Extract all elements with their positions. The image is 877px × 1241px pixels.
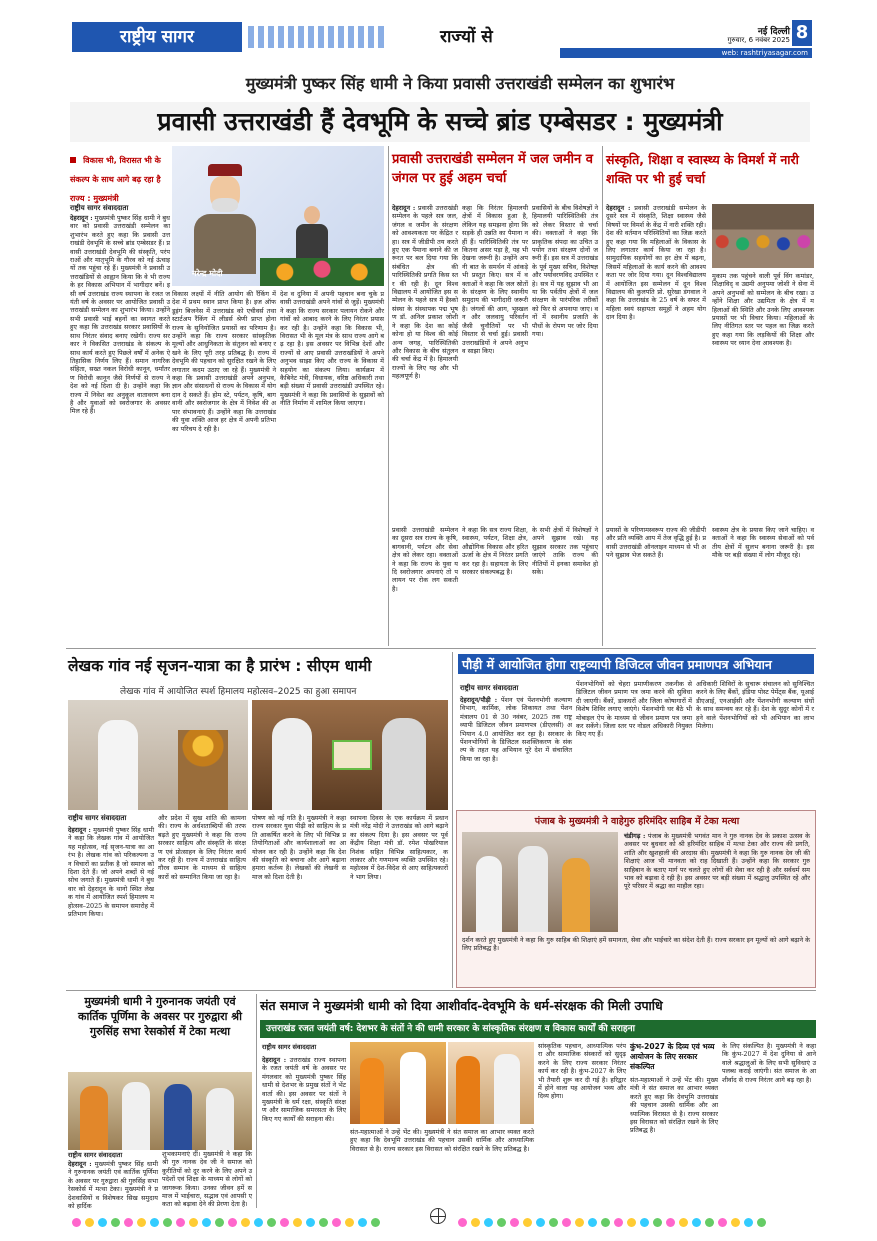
lead-dateline: देहरादून :	[70, 214, 93, 222]
saint-figure-2	[400, 1052, 426, 1124]
turban-figure-3	[164, 1084, 192, 1150]
story3-col1-text: प्रवासी उत्तराखंडी सम्मेलन के दूसरे सत्र में संस्कृति, शिक्षा स्वास्थ्य जैसे विषयों पर विमर्श के केंद्र में नारी शक्ति रही। देश की वर्तमान परिस्थितियों का जिक्र करते हुए कहा गया कि महिलाओं के विकास के लिए लगातार कार्य किया जा रहा है। सामुदायिक सहयोगों का हर क्षेत्र में बढ़ना, जिसमें महिलाओं के कार्य करने की आवश्यकता पर जोर दिया गया। दून विश्वविद्यालय में आयोजित इस सम्मेलन में दून विश्वविद्यालय की कुलपति प्रो. सुरेखा डंगवाल ने कहा कि उत्तराखंड के 25 वर्ष के सफर में महिला स्वयं सहायता समूहों ने अहम योगदान दिया है।	[606, 204, 706, 322]
story2-col3-text: प्रवासियों के बीच विशेषज्ञों ने हिमालयी पारिस्थितिकी तंत्र को लेकर विस्तार से चर्चा की। वक्ताओं ने कहा कि प्राकृतिक संपदा का उचित उपयोग तथा संरक्षण दोनों जरूरी हैं। इस सत्र में उत्तराखंड के पूर्व मुख्य सचिव, विशेषज्ञ और पर्यावरणविद उपस्थित रहे। सत्र में यह सुझाव भी आया कि पर्वतीय क्षेत्रों में जल संरक्षण के पारंपरिक तरीकों को फिर से अपनाया जाए। वनों में स्थानीय प्रजाति के पौधों के रोपण पर जोर दिया गया।	[532, 204, 598, 339]
story2-col2-text: कहा कि निरंतर हिमालयी क्षेत्रों में विकास हुआ है, लेकिन यह समझना होगा कि सड़कें ही उन्नति का पैमाना नहीं हैं। पारिस्थितिकी तंत्र पर कितना असर पड़ा है, यह भी देखना जरूरी है। उन्होंने अपनी बात के समर्थन में आंकड़े भी प्रस्तुत किए। सत्र में वक्ताओं ने कहा कि जल स्रोतों के संरक्षण के लिए स्थानीय समुदाय की भागीदारी जरूरी है। जंगलों की आग, भूस्खलन और जलवायु परिवर्तन जैसी चुनौतियों पर भी विस्तार से चर्चा हुई। प्रवासी उत्तराखंडियों ने अपने अनुभव साझा किए।	[462, 204, 528, 355]
registration-mark-icon	[430, 1208, 446, 1224]
masthead	[0, 18, 877, 60]
story3-col2b	[712, 526, 814, 644]
story8-col1-text: उत्तराखंड राज्य स्थापना के रजत जयंती वर्ष के अवसर पर मंगलवार को मुख्यमंत्री पुष्कर सिंह धामी से देशभर के प्रमुख संतों ने भेंटवार्ता की। इस अवसर पर संतों ने मुख्यमंत्री के धर्म रक्षा, संस्कृति संरक्षण और सामाजिक समरसता के लिए किए गए कार्यों की सराहना की।	[262, 1056, 346, 1123]
paper-name-tab	[72, 22, 242, 52]
story4-col1	[68, 826, 154, 986]
divider-vertical-lead	[388, 146, 389, 646]
story4-photo-right	[252, 700, 448, 810]
story2-col1b	[392, 526, 458, 644]
story2-col3b	[532, 526, 598, 644]
story3-col2	[712, 272, 814, 522]
story4-col4-text: स्थापना दिवस के एक कार्यक्रम में प्रधानमंत्री नरेंद्र मोदी ने उत्तराखंड को आगे बढ़ाने का संकल्प दिया है। इस अवसर पर पूर्व केंद्रीय शिक्षा मंत्री डॉ. रमेश पोखरियाल निशंक सहित विभिन्न साहित्यकार, कलाकार और गणमान्य व्यक्ति उपस्थित रहे। महोत्सव में देश-विदेश से आए साहित्यकारों ने भाग लिया।	[350, 814, 448, 881]
devotee-figure-1	[476, 856, 502, 932]
lead-kicker: मुख्यमंत्री पुष्कर सिंह धामी ने किया प्रवासी उत्तराखंडी सम्मेलन का शुभारंभ	[245, 74, 675, 93]
story3-col2-text: मुकाम तक पहुंचने वाली पूर्व विंग कमांडर, शिक्षाविद् व उद्यमी अनुपमा जोशी ने सेना में अपने अनुभवों को सम्मेलन के बीच रखा। उन्होंने शिक्षा और उद्यमिता के क्षेत्र में महिलाओं की स्थिति और उनके लिए आवश्यक प्रयासों पर भी विचार किया। महिलाओं के लिए नीतिगत स्तर पर पहल का जिक्र करते हुए कहा गया कि लड़कियों की शिक्षा और स्वास्थ्य पर ध्यान देना आवश्यक है।	[712, 272, 814, 348]
story3-headline: संस्कृति, शिक्षा व स्वास्थ्य के विमर्श में नारी शक्ति पर भी हुई चर्चा	[606, 152, 799, 186]
story5-col1	[460, 696, 572, 806]
audience-figures	[712, 224, 814, 268]
story2-col1	[392, 204, 458, 522]
story2-col1-text: प्रवासी उत्तराखंडी सम्मेलन के पहले सत्र जल, जंगल व जमीन के संरक्षण को आवश्यकता पर केंद्रित रहा। सत्र में जीडीपी तय करते हुए एक पैमाना बनाने की जरूरत पर बल दिया गया कि संबंधित क्षेत्र की पारिस्थितिकी प्रगति किस स्तर की रही है। दून विश्वविद्यालय में आयोजित इस सम्मेलन के पहले सत्र में हैस्को संस्था के संस्थापक पद्म भूषण डॉ. अनिल प्रकाश जोशी ने कहा कि देश का कोई कोना हो या विश्व की कोई अन्य जगह, पारिस्थितिकी और विकास के बीच संतुलन की चर्चा केंद्र में है। हिमालयी राज्यों के लिए यह और भी महत्वपूर्ण है।	[392, 204, 458, 381]
story4-byline: राष्ट्रीय सागर संवाददाता	[68, 814, 127, 822]
story8-banner: उत्तराखंड रजत जयंती वर्ष: देशभर के संतों ने की धामी सरकार के सांस्कृतिक संरक्षण व विकास कार्यों की सराहना	[260, 1020, 816, 1038]
story6-photo	[462, 832, 618, 932]
story5-col2-text: पेंशनभोगियों को चेहरा प्रमाणीकरण तकनीक से डिजिटल जीवन प्रमाण पत्र जमा करने की सुविधा दी जाएगी। बैंकों, डाकघरों और जिला कोषागारों में विशेष शिविर लगाए जाएंगे। पेंशनभोगी घर बैठे भी मोबाइल ऐप के माध्यम से जीवन प्रमाण पत्र जमा कर सकेंगे। जिला स्तर पर नोडल अधिकारी नियुक्त किए गए हैं।	[576, 680, 692, 739]
story4-col1-text: मुख्यमंत्री पुष्कर सिंह धामी ने कहा कि लेखक गांव में आयोजित यह महोत्सव, नई सृजन-यात्रा का आरंभ है। लेखक गांव को परिकल्पना उन विचारों का प्रतीक है जो समाज को दिशा देते हैं। जो अपने शब्दों से नई सोच जगाते हैं। मुख्यमंत्री धामी ने बुधवार को देहरादून के थानो स्थित लेखक गांव में आयोजित स्पर्श हिमालय महोत्सव–2025 के समापन समारोह में प्रतिभाग किया।	[68, 826, 154, 919]
story7-byline: राष्ट्रीय सागर संवाददाता	[68, 1151, 123, 1159]
story8-col2-text: संत-महात्माओं ने उन्हें भेंट की। मुख्यमंत्री ने संत समाज का आभार व्यक्त करते हुए कहा कि देवभूमि उत्तराखंड की पहचान उसकी धार्मिक और आध्यात्मिक विरासत से है। राज्य सरकार इस विरासत को संरक्षित रखने के लिए प्रतिबद्ध है।	[350, 1128, 534, 1153]
story7-col2	[162, 1150, 252, 1208]
story8-headline: संत समाज ने मुख्यमंत्री धामी को दिया आशीर्वाद-देवभूमि के धर्म-संरक्षक की मिली उपाधि	[260, 998, 663, 1013]
story8-photo-right	[448, 1042, 534, 1124]
section-title: राज्यों से	[440, 27, 493, 47]
story5-col2	[576, 680, 692, 806]
lead-side-quote	[70, 148, 170, 203]
story3-col1b-text: प्रयासों के परिणामस्वरूप राज्य की जीडीपी और प्रति व्यक्ति आय में तेज वृद्धि हुई है। प्रवासी उत्तराखंडी ऑनलाइन माध्यम से भी अपने सुझाव भेज सकते हैं।	[606, 526, 706, 560]
story5-dateline: देहरादून/पौड़ी :	[460, 696, 498, 704]
story3-col1	[606, 204, 706, 522]
masthead-date: गुरुवार, 6 नवंबर 2025	[727, 36, 790, 44]
story8-inline-subhead: कुंभ-2027 के दिव्य एवं भव्य आयोजन के लिए सरकार संकल्पित	[630, 1042, 715, 1071]
divider-vertical-story2	[602, 146, 603, 646]
story8-byline: राष्ट्रीय सागर संवाददाता	[262, 1043, 317, 1051]
story8-col4	[722, 1042, 816, 1208]
presenter-figure	[272, 718, 312, 810]
divider-horizontal-2	[66, 990, 816, 991]
story8-photo-left	[350, 1042, 446, 1124]
story3-dateline: देहरादून :	[606, 204, 631, 212]
lamp-icon	[178, 730, 228, 810]
receiver-figure	[382, 718, 426, 810]
story3-col1b	[606, 526, 706, 644]
story6-headline: पंजाब के मुख्यमंत्री ने वाहेगुरु हरिमंदिर साहिब में टेका मत्था	[534, 816, 740, 827]
photo-banner-text: नरेन्द्र मोदी	[192, 269, 223, 278]
story8-col2	[350, 1128, 534, 1208]
footer-color-dots-right	[456, 1212, 816, 1224]
masthead-dots	[248, 26, 388, 48]
footer-color-dots-left	[70, 1212, 430, 1224]
story8-col3b-text: संत-महात्माओं ने उन्हें भेंट की। मुख्यमंत्री ने संत समाज का आभार व्यक्त करते हुए कहा कि देवभूमि उत्तराखंड की पहचान उसकी धार्मिक और आध्यात्मिक विरासत से है। राज्य सरकार इस विरासत को संरक्षित रखने के लिए प्रतिबद्ध है।	[630, 1076, 718, 1135]
lead-col1-text: मुख्यमंत्री पुष्कर सिंह धामी ने बुधवार को प्रवासी उत्तराखंडी सम्मेलन का शुभारंभ करते हुए कहा कि प्रवासी उत्तराखंडी देवभूमि के सच्चे ब्रांड एम्बेसडर हैं। प्रवासी उत्तराखंडी देवभूमि की संस्कृति, परंपराओं और मातृभूमि के गौरव को नई ऊंचाइयों तक पहुंचा रहे हैं। मुख्यमंत्री ने प्रवासी उत्तराखंडियों से आह्वान किया कि वे भी राज्य के हर विकास अभियान में भागीदार बनें। इसी वर्ष उत्तराखंड राज्य स्थापना के रजत जयंती वर्ष के अवसर पर आयोजित प्रवासी उत्तराखंडी सम्मेलन का शुभारंभ किया। उन्होंने सभी प्रवासी भाई बहनों का स्वागत करते हुए कहा कि उत्तराखंड सरकार प्रवासियों के साथ निरंतर संवाद बनाए रखेगी। राज्य सरकार ने विकसित उत्तराखंड के संकल्प के साथ कार्य करते हुए पिछले वर्षों में अनेक ऐतिहासिक निर्णय लिए हैं। समान नागरिक संहिता, सख्त नकल विरोधी कानून, धर्मांतरण विरोधी कानून जैसे निर्णयों से राज्य ने देश को नई दिशा दी है। उन्होंने कहा कि राज्य में निवेश का अनुकूल वातावरण बना है और युवाओं को स्वरोजगार के अवसर मिल रहे हैं।	[70, 214, 170, 416]
podium-flowers	[260, 258, 384, 286]
bullet-square-icon	[70, 157, 76, 163]
masthead-city: नई दिल्ली	[757, 27, 790, 37]
lead-col1	[70, 214, 170, 644]
pm-portrait-icon	[190, 164, 260, 274]
lead-col2-text: विकास लक्ष्यों में नीति आयोग की रैंकिंग में देश में प्रथम स्थान प्राप्त किया है। इज ऑफ डूइंग बिजनेस में उत्तराखंड को एचीवर्स तथा स्टार्टअप रैंकिंग में लीडर्स श्रेणी प्राप्त होना राज्य के सुनियोजित प्रयासों का परिणाम है। उन्होंने कहा कि राज्य सरकार सांस्कृतिक मूल्यों और आधुनिकता के संतुलन को बनाए रखने के लिए पूरी तरह प्रतिबद्ध है। राज्य में देवभूमि की पहचान को सुरक्षित रखने के लिए लगातार कदम उठाए जा रहे हैं। मुख्यमंत्री ने कहा कि प्रवासी उत्तराखंडी अपने अनुभव, ज्ञान और संसाधनों से राज्य के विकास में योगदान दे सकते हैं। होम स्टे, पर्यटन, कृषि, बागवानी और स्वरोजगार के क्षेत्र में निवेश की अपार संभावनाएं हैं। उन्होंने कहा कि उत्तराखंड की युवा शक्ति आज हर क्षेत्र में अपनी प्रतिभा का परिचय दे रही है।	[172, 290, 276, 433]
story7-dateline: देहरादून :	[68, 1160, 92, 1168]
lead-col3-text: देश व दुनिया में अपनी पहचान बना चुके प्रवासी उत्तराखंडी अपने गांवों से जुड़ें। मुख्यमंत्री ने कहा कि राज्य सरकार पलायन रोकने और गांवों को आबाद करने के लिए निरंतर प्रयास कर रही है। उन्होंने कहा कि विकास भी, विरासत भी के मूल मंत्र के साथ राज्य आगे बढ़ रहा है। इस अवसर पर विभिन्न देशों और राज्यों से आए प्रवासी उत्तराखंडियों ने अपने अनुभव साझा किए और राज्य के विकास में सहयोग का संकल्प लिया। कार्यक्रम में कैबिनेट मंत्री, विधायक, वरिष्ठ अधिकारी तथा बड़ी संख्या में प्रवासी उत्तराखंडी उपस्थित रहे। मुख्यमंत्री ने कहा कि प्रवासियों के सुझावों को नीति निर्माण में शामिल किया जाएगा।	[280, 290, 384, 408]
story3-col2b-text: स्वास्थ्य क्षेत्र के प्रयास किए जाने चाहिए। वक्ताओं ने कहा कि स्वास्थ्य सेवाओं को पर्वतीय क्षेत्रों में सुलभ बनाना जरूरी है। इस मौके पर बड़ी संख्या में लोग मौजूद रहे।	[712, 526, 814, 560]
devotee-figure-3	[562, 858, 590, 932]
divider-vertical-mid	[452, 652, 453, 988]
story4-dateline: देहरादून :	[68, 826, 91, 834]
masthead-blue-bar	[560, 48, 812, 58]
divider-vertical-bottom	[256, 994, 257, 1208]
lead-photo	[172, 146, 384, 286]
devotee-figure-2	[518, 846, 548, 932]
story5-byline: राष्ट्रीय सागर संवाददाता	[460, 684, 519, 692]
story2-dateline: देहरादून :	[392, 204, 416, 212]
saint-figure-1	[360, 1058, 384, 1124]
story4-col2-text: और प्रदेश में सुख शांति की कामना की। राज्य के अर्धशताब्दियों की तरफ बढ़ते हुए मुख्यमंत्री ने कहा कि राज्य सरकार साहित्य और संस्कृति के संरक्षण एवं प्रोत्साहन के लिए निरंतर कार्य कर रही है। राज्य में उत्तराखंड साहित्य गौरव सम्मान के माध्यम से साहित्यकारों को सम्मानित किया जा रहा है।	[158, 814, 246, 881]
story4-col3-text: पोषण को नई गति है। मुख्यमंत्री ने कहा राज्य सरकार युवा पीढ़ी को साहित्य के प्रति आकर्षित करने के लिए भी विभिन्न प्रतियोगिताओं और कार्यशालाओं का आयोजन कर रही है। उन्होंने कहा कि देश की संस्कृति को बचाना और आगे बढ़ाना हमारा कर्तव्य है। लेखकों की लेखनी समाज को दिशा देती है।	[252, 814, 346, 881]
book-icon	[332, 740, 372, 770]
page-number: 8	[792, 20, 812, 46]
turban-figure-1	[80, 1086, 108, 1150]
story8-col3	[538, 1042, 626, 1208]
lead-col3	[280, 290, 384, 644]
story7-col2-text: शुभकामनाएं दीं। मुख्यमंत्री ने कहा कि श्री गुरु नानक देव जी ने समाज को कुरीतियों को दूर करने के लिए अपने उपदेशों एवं शिक्षा के माध्यम से लोगों को जागरूक किया। उनका जीवन हमें समाज में भाईचारा, सद्भाव एवं आपसी एकता को बढ़ावा देने की प्रेरणा देता है।	[162, 1150, 252, 1209]
story4-col2	[158, 814, 246, 986]
story6-body	[624, 832, 810, 932]
story5-col3-text: अधिकारी शिविरों के सुचारू संचालन को सुनिश्चित करने के लिए बैंकों, इंडिया पोस्ट पेमेंट्स बैंक, यूआईडीएआई, एनआईसी और पेंशनभोगी कल्याण संघों के साथ समन्वय कर रहे हैं। देश के सुदूर कोनों में रहने वाले पेंशनभोगियों को भी अभियान का लाभ मिलेगा।	[696, 680, 814, 731]
story4-subhead: लेखक गांव में आयोजित स्पर्श हिमालय महोत्सव–2025 का हुआ समापन	[120, 687, 357, 697]
story6-dateline: चंडीगढ़ :	[624, 832, 646, 840]
story2-col3	[532, 204, 598, 522]
saint-figure-4	[494, 1054, 520, 1124]
story4-col4	[350, 814, 448, 986]
story4-headline: लेखक गांव नई सृजन-यात्रा का है प्रारंभ : सीएम धामी	[68, 657, 372, 675]
story5-col3	[696, 680, 814, 806]
story4-photo-left	[68, 700, 248, 810]
story2-col2b-text: ने कहा कि सत्र राज्य शिक्षा, स्वास्थ्य, पर्यटन, शिक्षा क्षेत्र, औद्योगिक विकास और हरित ऊर्जा के क्षेत्र में निरंतर प्रगति कर रहा है। सहायता के लिए सरकार संकल्पबद्ध है।	[462, 526, 528, 577]
story3-photo	[712, 204, 814, 268]
story2-col1b-text: प्रवासी उत्तराखंडी सम्मेलन का दूसरा सत्र राज्य के कृषि, बागवानी, पर्यटन और सेवा क्षेत्र को लेकर रहा। वक्ताओं ने कहा कि राज्य के युवा यदि स्वरोजगार अपनाएं तो पलायन पर रोक लग सकती है।	[392, 526, 458, 593]
story8-col3-text: सांस्कृतिक पहचान, आध्यात्मिक परंपरा और सामाजिक संस्कारों को सुदृढ़ करने के लिए राज्य सरकार निरंतर कार्य कर रही है। कुंभ-2027 के लिए भी तैयारी शुरू कर दी गई है। हरिद्वार में होने वाला यह आयोजन भव्य और दिव्य होगा।	[538, 1042, 626, 1101]
story5-col1-text: पेंशन एवं पेंशनभोगी कल्याण विभाग, कार्मिक, लोक शिकायत तथा पेंशन मंत्रालय 01 से 30 नवंबर, 2025 तक राष्ट्रव्यापी डिजिटल जीवन प्रमाणपत्र (डीएलसी) अभियान 4.0 आयोजित कर रहा है। सरकार के पेंशनभोगियों के डिजिटल सशक्तिकरण के संकल्प के तहत यह अभियान पूरे देश में संचालित किया जा रहा है।	[460, 696, 572, 763]
website: web: rashtriyasagar.com	[721, 49, 808, 57]
lead-col2	[172, 290, 276, 644]
turban-figure-4	[206, 1088, 234, 1150]
story8-col1	[262, 1056, 346, 1208]
story4-col3	[252, 814, 346, 986]
story2-col2b	[462, 526, 528, 644]
story2-headline: प्रवासी उत्तराखंडी सम्मेलन में जल जमीन व जंगल पर हुई अहम चर्चा	[392, 152, 593, 186]
story6-body2	[462, 936, 810, 984]
paper-name: राष्ट्रीय सागर	[120, 27, 194, 47]
story8-col4-text: के लिए संकल्पित है। मुख्यमंत्री ने कहा कि कुंभ-2027 में देश दुनिया से आने वाले श्रद्धालुओं के लिए सभी सुविधाएं उपलब्ध कराई जाएंगी। संत समाज के आशीर्वाद से राज्य निरंतर आगे बढ़ रहा है।	[722, 1042, 816, 1084]
story7-photo	[68, 1072, 252, 1150]
story7-col1-text: मुख्यमंत्री पुष्कर सिंह धामी ने गुरुनानक जयंती एवं कार्तिक पूर्णिमा के अवसर पर गुरुद्वारा श्री गुरुसिंह सभा रेसकोर्स में मत्था टेका। मुख्यमंत्री ने प्रदेशवासियों व विशेषकर सिख समुदाय को हार्दिक	[68, 1160, 158, 1211]
story2-col3b-text: के सभी क्षेत्रों में विशेषज्ञों ने अपने सुझाव रखे। यह सुझाव सरकार तक पहुंचाए जाएंगे ताकि राज्य की नीतियों में इनका समावेश हो सके।	[532, 526, 598, 577]
story5-headline: पौड़ी में आयोजित होगा राष्ट्रव्यापी डिजिटल जीवन प्रमाणपत्र अभियान	[458, 654, 814, 674]
story6-body2-text: दर्शन करते हुए मुख्यमंत्री ने कहा कि गुरु साहिब की शिक्षाएं हमें समानता, सेवा और भाईचारे का संदेश देती हैं। राज्य सरकार इन मूल्यों को आगे बढ़ाने के लिए प्रतिबद्ध है।	[462, 936, 810, 953]
story7-col1	[68, 1160, 158, 1211]
figure-icon	[98, 720, 138, 810]
story2-col2	[462, 204, 528, 522]
story8-col3b	[630, 1076, 718, 1208]
lead-headline: प्रवासी उत्तराखंडी हैं देवभूमि के सच्चे ब्रांड एम्बेसडर : मुख्यमंत्री	[70, 102, 810, 142]
turban-figure-2	[122, 1082, 150, 1150]
story6-body-text: पंजाब के मुख्यमंत्री भगवंत मान ने गुरु नानक देव के प्रकाश उत्सव के अवसर पर बुधवार को श्री हरिमंदिर साहिब में मत्था टेका और राज्य की प्रगति, शांति और खुशहाली की अरदास की। मुख्यमंत्री ने कहा कि गुरु नानक देव जी की शिक्षाएं आज भी मानवता को राह दिखाती हैं। उन्होंने कहा कि सरकार गुरु साहिबान के बताए मार्ग पर चलते हुए लोगों की सेवा कर रही है और सर्वधर्म समभाव को बढ़ावा दे रही है। इस अवसर पर बड़ी संख्या में श्रद्धालु उपस्थित रहे और पूरे परिसर में श्रद्धा का माहौल रहा।	[624, 832, 810, 891]
saint-figure-3	[456, 1056, 480, 1124]
divider-horizontal-1	[66, 648, 816, 649]
story8-dateline: देहरादून :	[262, 1056, 287, 1064]
lead-byline: राष्ट्रीय सागर संवाददाता	[70, 204, 129, 212]
story7-headline: मुख्यमंत्री धामी ने गुरुनानक जयंती एवं कार्तिक पूर्णिमा के अवसर पर गुरुद्वारा श्री गुरुसिंह सभा रेसकोर्स में टेका मत्था	[78, 995, 242, 1038]
side-quote-text: विकास भी, विरासत भी के संकल्प के साथ आगे बढ़ रहा है राज्य : मुख्यमंत्री	[70, 156, 161, 203]
